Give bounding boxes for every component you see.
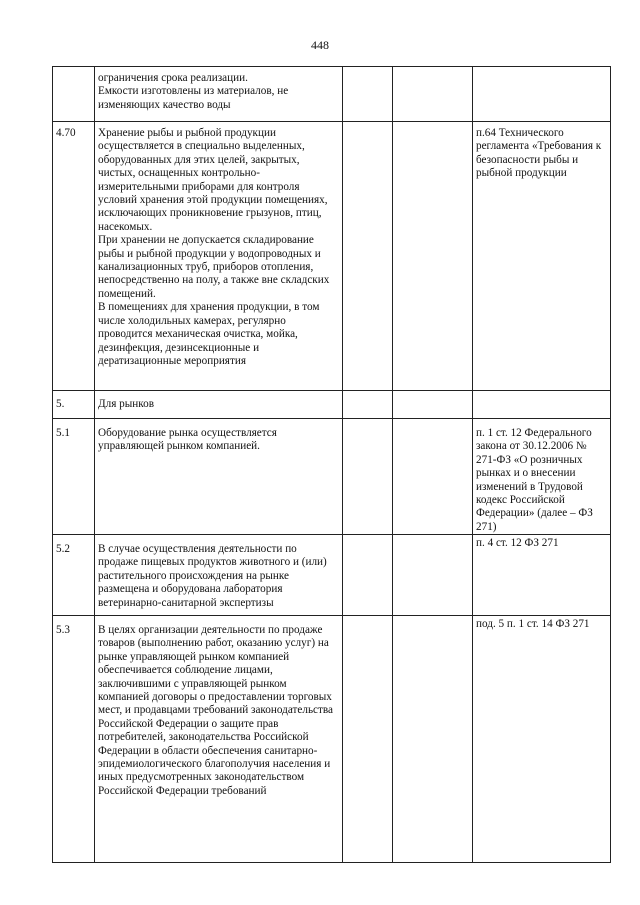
- legal-reference: п. 1 ст. 12 Федерального закона от 30.12.2006 № 271-ФЗ «О розничных рынках и о внесении изменений в Трудовой кодекс Российской Федерации» (далее – ФЗ 271): [476, 427, 593, 533]
- legal-reference: под. 5 п. 1 ст. 14 ФЗ 271: [476, 618, 590, 630]
- row-number: 5.1: [56, 427, 70, 439]
- row-number: 4.70: [56, 127, 76, 139]
- legal-reference: п.64 Технического регламента «Требования к безопасности рыбы и рыбной продукции: [476, 127, 602, 180]
- requirement-text: Оборудование рынка осуществляется управляющей рынком компанией.: [98, 427, 277, 453]
- row-number: 5.3: [56, 624, 70, 636]
- table-border-top: [52, 66, 611, 67]
- requirements-table: [52, 66, 611, 863]
- row-divider: [52, 390, 611, 391]
- table-border-right: [610, 66, 611, 863]
- column-divider-4: [472, 66, 473, 863]
- row-divider: [52, 121, 611, 122]
- column-divider-2: [342, 66, 343, 863]
- legal-reference: п. 4 ст. 12 ФЗ 271: [476, 537, 559, 549]
- section-number: 5.: [56, 398, 65, 410]
- page-number: 448: [311, 38, 329, 52]
- row-divider: [52, 418, 611, 419]
- requirement-text: Хранение рыбы и рыбной продукции осуществляется в специально выделенных, оборудованных для этих целей, закрытых, чистых, оснащенных контрольно-измерительными приборами для контроля условий хранения этой продукции помещениях, исключающих проникновение грызунов, птиц, насекомых. При хранении не допускается складирование рыбы и рыбной продукции у водопроводных и канализационных труб, приборов отопления, непосредственно на полу, а также вне складских помещений. В помещениях для хранения продукции, в том числе холодильных камерах, регулярно проводится механическая очистка, мойка, дезинфекция, дезинсекционные и дератизационные мероприятия: [98, 127, 330, 367]
- requirement-text: ограничения срока реализации. Емкости изготовлены из материалов, не изменяющих качество воды: [98, 72, 289, 111]
- row-divider: [52, 615, 611, 616]
- table-border-bottom: [52, 862, 611, 863]
- requirement-text: В целях организации деятельности по продаже товаров (выполнению работ, оказанию услуг) на рынке управляющей рынком компанией обеспечивается соблюдение лицами, заключившими с управляющей рынком компанией договоры о предоставлении торговых мест, и продавцами требований законодательства Российской Федерации о защите прав потребителей, законодательства Российской Федерации в области обеспечения санитарно-эпидемиологического благополучия населения и иных предусмотренных законодательством Российской Федерации требований: [98, 624, 334, 797]
- section-title: Для рынков: [98, 398, 154, 410]
- column-divider-1: [94, 66, 95, 863]
- table-border-left: [52, 66, 53, 863]
- requirement-text: В случае осуществления деятельности по продаже пищевых продуктов животного и (или) растительного происхождения на рынке размещена и оборудована лаборатория ветеринарно-санитарной экспертизы: [98, 543, 327, 609]
- row-number: 5.2: [56, 543, 70, 555]
- column-divider-3: [392, 66, 393, 863]
